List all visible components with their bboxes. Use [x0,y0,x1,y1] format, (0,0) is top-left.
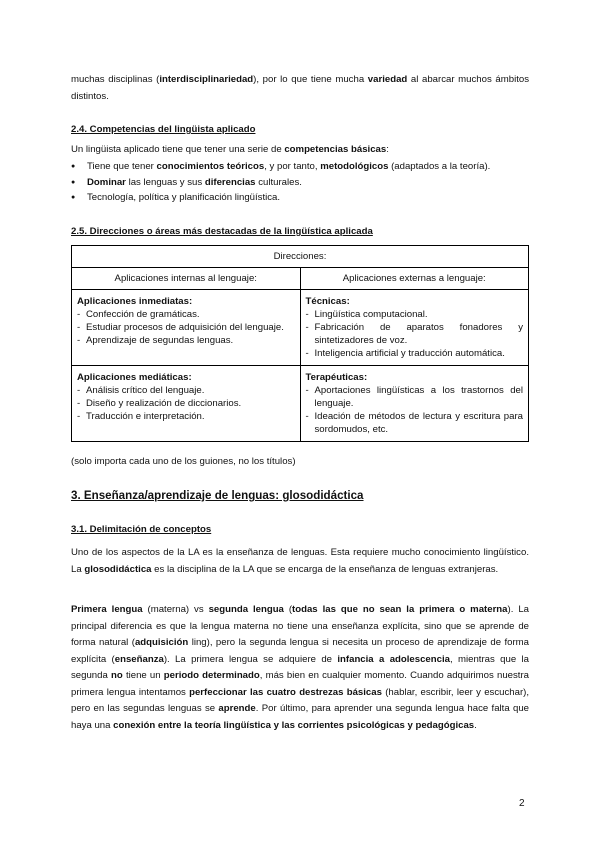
section-2-4-lead: Un lingüista aplicado tiene que tener una serie de competencias básicas: [71,144,389,155]
table-row [72,366,529,442]
table-cell [72,366,301,442]
table-header: Direcciones: [72,246,529,268]
list-item: - Aprendizaje de segundas lenguas. [77,334,295,347]
cell-title: Terapéuticas: [305,372,368,383]
table-note: (solo importa cada uno de los guiones, no los títulos) [71,456,296,467]
list-item: - Ideación de métodos de lectura y escritura para sordomudos, etc. [306,410,524,436]
list-item: - Lingüística computacional. [306,308,524,321]
page-number: 2 [519,798,525,809]
intro-paragraph: muchas disciplinas (interdisciplinariedad), por lo que tiene mucha variedad al abarcar muchos ámbitos distintos. [71,74,529,102]
table-cell [300,366,529,442]
list-item: - Confección de gramáticas. [77,308,295,321]
cell-title: Aplicaciones mediáticas: [77,372,192,383]
list-item: - Diseño y realización de diccionarios. [77,397,295,410]
section-3-1-paragraph-2: Primera lengua (materna) vs segunda lengua (todas las que no sean la primera o materna). La principal diferencia es que la lengua materna no tiene una enseñanza explícita, sino que se aprende de forma natural (adquisición ling), pero la segunda lengua si necesita un proceso de aprendizaje de forma explícita (enseñanza). La primera lengua se adquiere de infancia a adolescencia, mientras que la segunda no tiene un periodo determinado, más bien en cualquier momento. Cuando adquirimos nuestra primera lengua intentamos perfeccionar las cuatro destrezas básicas (hablar, escribir, leer y escuchar), pero en las segundas lenguas se aprende. Por último, para aprender una segunda lengua hace falta que haya una conexión entre la teoría lingüística y las corrientes psicológicas y pedagógicas. [71,604,529,731]
table-cell [300,290,529,366]
table-column-header: Aplicaciones externas a lenguaje: [300,268,529,290]
list-item: - Inteligencia artificial y traducción automática. [306,347,524,360]
section-2-5-heading: 2.5. Direcciones o áreas más destacadas de la lingüística aplicada [71,226,373,237]
section-3-heading: 3. Enseñanza/aprendizaje de lenguas: glosodidáctica [71,489,364,502]
table-row [72,290,529,366]
table-column-header: Aplicaciones internas al lenguaje: [72,268,301,290]
cell-title: Aplicaciones inmediatas: [77,296,193,307]
cell-title: Técnicas: [305,296,350,307]
list-item: - Estudiar procesos de adquisición del lenguaje. [77,321,295,334]
list-item: - Análisis crítico del lenguaje. [77,384,295,397]
list-item: ● Tiene que tener conocimientos teóricos, y por tanto, metodológicos (adaptados a la teoría). [71,159,529,175]
section-3-1-paragraph-1: Uno de los aspectos de la LA es la enseñanza de lenguas. Esta requiere mucho conocimiento lingüístico. La glosodidáctica es la disciplina de la LA que se encarga de la enseñanza de lenguas extranjeras. [71,547,529,575]
direcciones-table [71,245,529,442]
list-item: ● Tecnología, política y planificación lingüística. [71,190,529,206]
section-3-1-heading: 3.1. Delimitación de conceptos [71,524,212,535]
list-item: - Aportaciones lingüísticas a los trastornos del lenguaje. [306,384,524,410]
competencias-list [71,159,529,206]
list-item: - Traducción e interpretación. [77,410,295,423]
table-cell [72,290,301,366]
list-item: - Fabricación de aparatos fonadores y sintetizadores de voz. [306,321,524,347]
section-2-4-heading: 2.4. Competencias del lingüista aplicado [71,124,256,135]
list-item: ● Dominar las lenguas y sus diferencias culturales. [71,175,529,191]
